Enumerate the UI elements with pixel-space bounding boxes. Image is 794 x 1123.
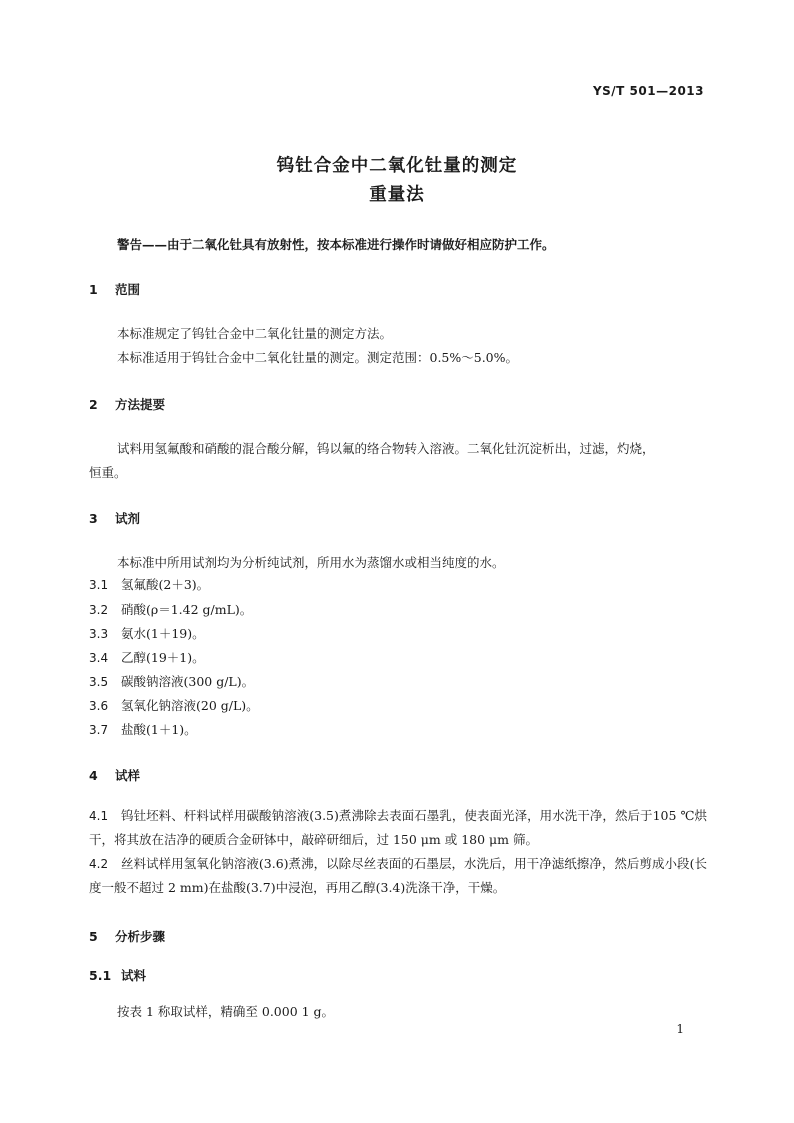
scope-paragraph-2: 本标准适用于钨钍合金中二氧化钍量的测定。测定范围：0.5%～5.0%。 [117, 350, 519, 365]
item-number: 3.2 [89, 603, 109, 617]
section-number: 3 [89, 511, 98, 526]
item-text: 钨钍坯料、杆料试样用碳酸钠溶液(3.5)煮沸除去表面石墨乳，使表面光泽，用水洗干净，然后于105 ℃烘干，将其放在洁净的硬质合金研钵中，敲碎研细后，过 150 μm 或 180 μm 筛。 [89, 808, 707, 847]
section-title: 试剂 [115, 511, 141, 526]
subsection-heading-test-portion [89, 966, 146, 984]
item-number: 4.2 [89, 857, 109, 871]
item-text: 氢氟酸(2＋3)。 [121, 577, 210, 592]
item-text: 硝酸(ρ＝1.42 g/mL)。 [121, 602, 253, 617]
document-subtitle: 重量法 [369, 185, 425, 205]
item-number: 3.7 [89, 723, 109, 737]
item-number: 3.1 [89, 578, 109, 592]
section-number: 2 [89, 397, 98, 412]
item-text: 盐酸(1＋1)。 [121, 722, 197, 737]
page-number: 1 [676, 1022, 684, 1036]
section-title: 方法提要 [115, 397, 166, 412]
subsection-title: 试料 [121, 968, 147, 983]
section-number: 5 [89, 929, 98, 944]
item-text: 氨水(1＋19)。 [121, 626, 205, 641]
reagent-item [89, 624, 205, 642]
reagent-item [89, 672, 254, 690]
item-number: 3.3 [89, 627, 109, 641]
reagent-item [89, 600, 252, 618]
subsection-number: 5.1 [89, 968, 112, 983]
section-heading-principle [89, 395, 165, 413]
item-number: 3.6 [89, 699, 109, 713]
section-title: 试样 [115, 768, 141, 783]
item-text: 乙醇(19＋1)。 [121, 650, 205, 665]
principle-paragraph-line-1: 试料用氢氟酸和硝酸的混合酸分解，钨以氟的络合物转入溶液。二氧化钍沉淀析出，过滤，灼烧， [117, 441, 655, 456]
section-heading-sample [89, 766, 140, 784]
item-number: 3.4 [89, 651, 109, 665]
section-number: 4 [89, 768, 98, 783]
item-text: 丝料试样用氢氧化钠溶液(3.6)煮沸，以除尽丝表面的石墨层，水洗后，用干净滤纸擦净，然后剪成小段(长度一般不超过 2 mm)在盐酸(3.7)中浸泡，再用乙醇(3.4)洗涤干净，干燥。 [89, 856, 707, 895]
sample-item-4-2 [89, 852, 707, 900]
standard-code: YS/T 501—2013 [592, 84, 704, 98]
reagents-intro: 本标准中所用试剂均为分析纯试剂，所用水为蒸馏水或相当纯度的水。 [117, 555, 505, 570]
item-number: 4.1 [89, 809, 109, 823]
section-title: 分析步骤 [115, 929, 166, 944]
scope-paragraph-1: 本标准规定了钨钍合金中二氧化钍量的测定方法。 [117, 326, 393, 341]
warning-notice: 警告——由于二氧化钍具有放射性，按本标准进行操作时请做好相应防护工作。 [117, 237, 555, 252]
reagent-item [89, 696, 259, 714]
document-title: 钨钍合金中二氧化钍量的测定 [276, 156, 518, 176]
sample-item-4-1 [89, 804, 707, 852]
reagent-item [89, 648, 205, 666]
principle-paragraph-line-2: 恒重。 [89, 465, 127, 480]
item-text: 氢氧化钠溶液(20 g/L)。 [121, 698, 259, 713]
test-portion-paragraph: 按表 1 称取试样，精确至 0.000 1 g。 [117, 1004, 335, 1019]
section-number: 1 [89, 282, 98, 297]
section-title: 范围 [115, 282, 141, 297]
item-number: 3.5 [89, 675, 109, 689]
section-heading-reagents [89, 509, 140, 527]
section-heading-procedure [89, 927, 165, 945]
item-text: 碳酸钠溶液(300 g/L)。 [121, 674, 255, 689]
reagent-item [89, 720, 197, 738]
section-heading-scope [89, 280, 140, 298]
reagent-item [89, 575, 209, 593]
